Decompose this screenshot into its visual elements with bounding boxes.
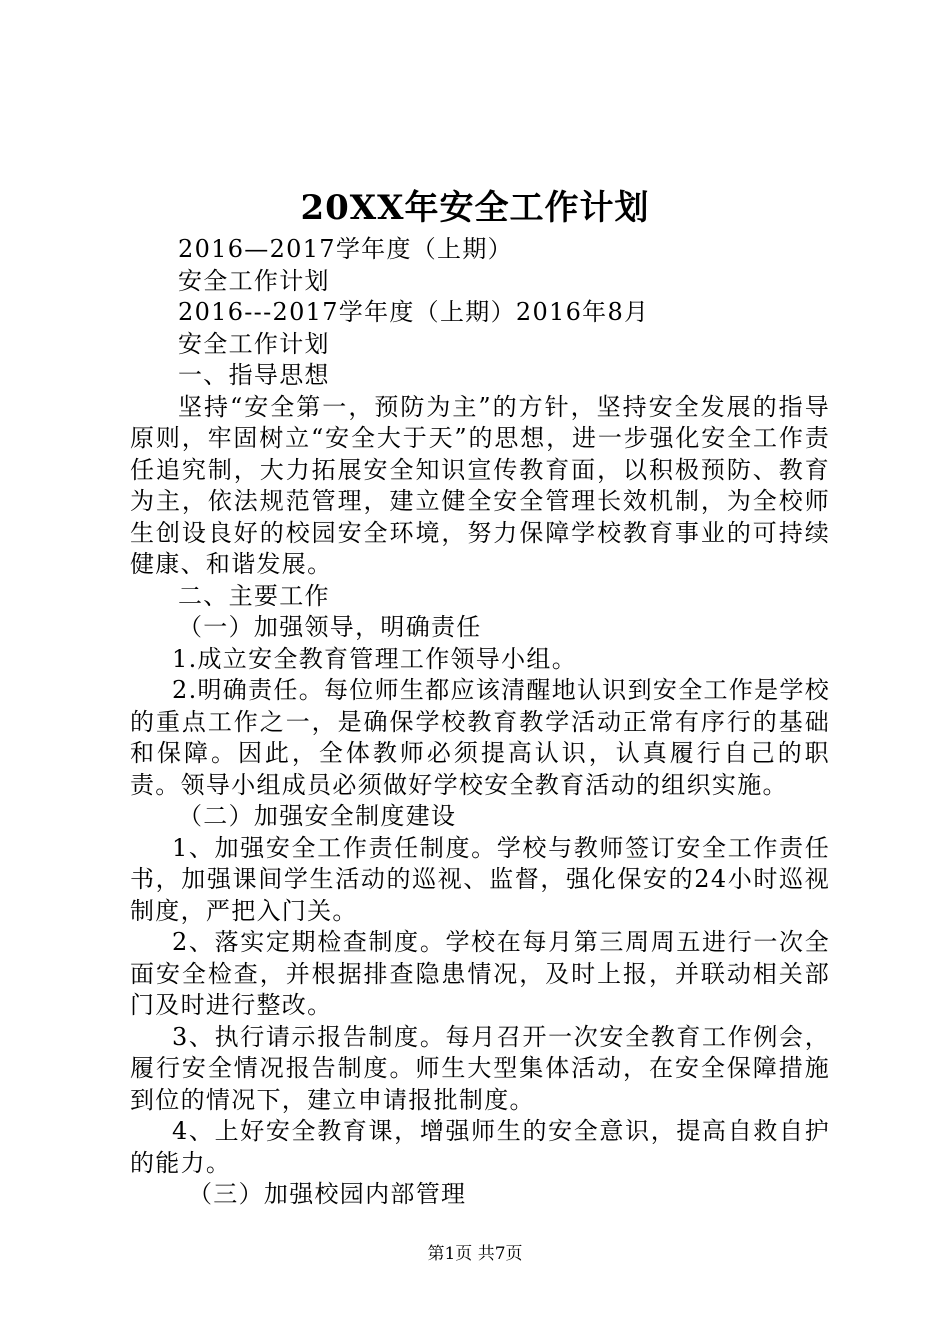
paragraph-item-1-1: 1.成立安全教育管理工作领导小组。 (172, 644, 577, 673)
paragraph-plan-label: 安全工作计划 (178, 266, 330, 295)
paragraph-academic-year-date: 2016---2017学年度（上期）2016年8月 (178, 298, 650, 326)
document-body (130, 234, 830, 1211)
document-title: 20XX年安全工作计划 (300, 188, 650, 228)
paragraph-academic-year: 2016—2017学年度（上期） (178, 235, 513, 263)
subheading-safety-system: （二）加强安全制度建设 (178, 802, 457, 830)
paragraph-plan-label-2: 安全工作计划 (178, 329, 330, 358)
paragraph-item-2-2: 2、落实定期检查制度。学校在每月第三周周五进行一次全面安全检查，并根据排查隐患情况，及时上报，并联动相关部门及时进行整改。 (130, 928, 830, 1019)
heading-guiding-ideology: 一、指导思想 (178, 361, 330, 389)
paragraph-item-2-3: 3、执行请示报告制度。每月召开一次安全教育工作例会，履行安全情况报告制度。师生大型集体活动，在安全保障措施到位的情况下，建立申请报批制度。 (130, 1022, 830, 1114)
page-number: 第1页 共7页 (427, 1244, 523, 1264)
paragraph-item-2-1: 1、加强安全工作责任制度。学校与教师签订安全工作责任书，加强课间学生活动的巡视、监督，强化保安的24小时巡视制度，严把入门关。 (130, 833, 830, 925)
paragraph-item-1-2: 2.明确责任。每位师生都应该清醒地认识到安全工作是学校的重点工作之一，是确保学校教育教学活动正常有序行的基础和保障。因此，全体教师必须提高认识，认真履行自己的职责。领导小组成员必须做好学校安全教育活动的组织实施。 (130, 676, 830, 799)
heading-main-work: 二、主要工作 (178, 581, 330, 610)
subheading-campus-management: （三）加强校园内部管理 (188, 1180, 467, 1208)
paragraph-guiding-ideology: 坚持“安全第一，预防为主”的方针，坚持安全发展的指导原则，牢固树立“安全大于天”的思想，进一步强化安全工作责任追究制，大力拓展安全知识宣传教育面，以积极预防、教育为主，依法规范管理，建立健全安全管理长效机制，为全校师生创设良好的校园安全环境，努力保障学校教育事业的可持续健康、和谐发展。 (130, 392, 830, 578)
paragraph-item-2-4: 4、上好安全教育课，增强师生的安全意识，提高自救自护的能力。 (130, 1117, 830, 1177)
subheading-leadership: （一）加强领导，明确责任 (178, 613, 482, 641)
